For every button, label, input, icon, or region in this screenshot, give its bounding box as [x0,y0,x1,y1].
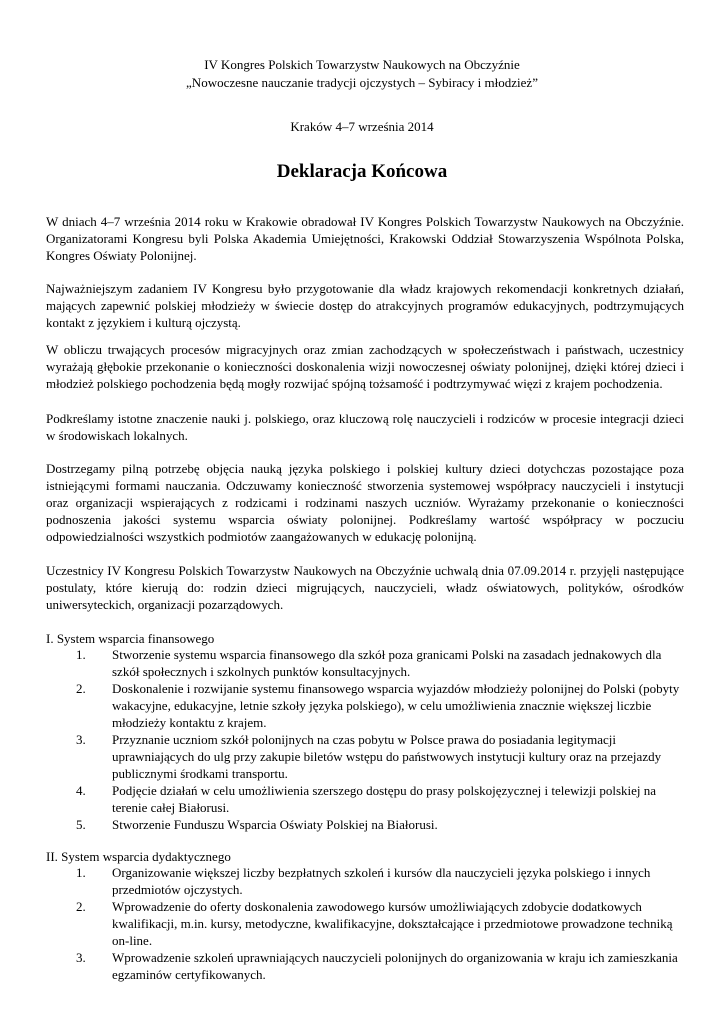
paragraph-migration: W obliczu trwających procesów migracyjnych oraz zmian zachodzących w społeczeństwach i państwach, uczestnicy wyrażają głębokie przekonanie o konieczności doskonalenia wizji nowoczesnej oświaty polonijnej, dzięki której dzieci i młodzież polskiego pochodzenia będą mogły rozwijać spójną tożsamość i podtrzymywać więzi z krajem pochodzenia. [46,342,684,391]
list-item-text: Doskonalenie i rozwijanie systemu finansowego wsparcia wyjazdów młodzieży polonijnej do Polski (pobyty wakacyjne, edukacyjne, letnie szkoły języka polskiego), w celu umożliwienia znacznie większej liczbie młodzieży kontaktu z krajem. [112,681,680,730]
paragraph-needs: Dostrzegamy pilną potrzebę objęcia nauką języka polskiego i polskiej kultury dzieci dotychczas pozostające poza istniejącymi formami nauczania. Odczuwamy konieczność stworzenia systemowej współpracy nauczycieli i instytucji oraz organizacji wspierających z rodzicami i rodzinami naszych uczniów. Wyrażamy przekonanie o konieczności podnoszenia jakości systemu wsparcia oświaty polonijnej. Podkreślamy wartość współpracy w poczuciu odpowiedzialności wszystkich podmiotów zaangażowanych w edukację polonijną. [46,461,684,544]
list-item-number: 3. [76,732,86,747]
document-title: Deklaracja Końcowa [276,161,448,182]
paragraph-teachers: Podkreślamy istotne znaczenie nauki j. polskiego, oraz kluczową rolę nauczycieli i rodziców w procesie integracji dzieci w środowiskach lokalnych. [46,411,684,443]
list-item-text: Podjęcie działań w celu umożliwienia szerszego dostępu do prasy polskojęzycznej i telewizji polskiej na terenie całej Białorusi. [112,783,657,815]
section-heading-financial: I. System wsparcia finansowego [46,631,215,646]
section-heading-didactic: II. System wsparcia dydaktycznego [46,849,231,864]
list-item-number: 2. [76,681,86,696]
list-item-number: 5. [76,817,86,832]
list-item-text: Organizowanie większej liczby bezpłatnych szkoleń i kursów dla nauczycieli języka polskiego i innych przedmiotów ojczystych. [112,865,651,897]
list-item-number: 2. [76,899,86,914]
paragraph-resolution: Uczestnicy IV Kongresu Polskich Towarzystw Naukowych na Obczyźnie uchwalą dnia 07.09.2014 r. przyjęli następujące postulaty, które kierują do: rodzin dzieci migrujących, nauczycieli, władz oświatowych, polityków, ośrodków uniwersyteckich, organizacji pozarządowych. [46,563,684,612]
paragraph-intro: W dniach 4–7 września 2014 roku w Krakowie obradował IV Kongres Polskich Towarzystw Naukowych na Obczyźnie. Organizatorami Kongresu byli Polska Akademia Umiejętności, Krakowski Oddział Stowarzyszenia Wspólnota Polska, Kongres Oświaty Polonijnej. [46,214,684,263]
list-item-number: 4. [76,783,86,798]
list-item-number: 1. [76,647,86,662]
congress-subtitle: „Nowoczesne nauczanie tradycji ojczystych – Sybiracy i młodzież” [186,75,538,90]
place-date: Kraków 4–7 września 2014 [290,119,434,134]
list-item-text: Wprowadzenie do oferty doskonalenia zawodowego kursów umożliwiających zdobycie dodatkowych kwalifikacji, m.in. kursy, metodyczne, kwalifikacyjne, dokształcające i przedmiotowe prowadzone techniką on-line. [112,899,673,948]
list-item-text: Stworzenie systemu wsparcia finansowego dla szkół poza granicami Polski na zasadach jednakowych dla szkół społecznych i szkolnych punktów konsultacyjnych. [112,647,662,679]
list-item-number: 3. [76,950,86,965]
list-item-text: Stworzenie Funduszu Wsparcia Oświaty Polskiej na Białorusi. [112,817,438,832]
list-item-text: Przyznanie uczniom szkół polonijnych na czas pobytu w Polsce prawa do posiadania legitymacji uprawniających do ulg przy zakupie biletów wstępu do państwowych instytucji kultury oraz na przejazdy publicznymi środkami transportu. [112,732,662,781]
list-item-text: Wprowadzenie szkoleń uprawniających nauczycieli polonijnych do organizowania w kraju ich zamieszkania egzaminów certyfikowanych. [112,950,678,982]
list-item-number: 1. [76,865,86,880]
paragraph-goal: Najważniejszym zadaniem IV Kongresu było przygotowanie dla władz krajowych rekomendacji konkretnych działań, mających zapewnić polskiej młodzieży w świecie dostęp do atrakcyjnych programów edukacyjnych, podtrzymujących kontakt z językiem i kulturą ojczystą. [46,281,684,330]
congress-name: IV Kongres Polskich Towarzystw Naukowych na Obczyźnie [204,57,520,72]
